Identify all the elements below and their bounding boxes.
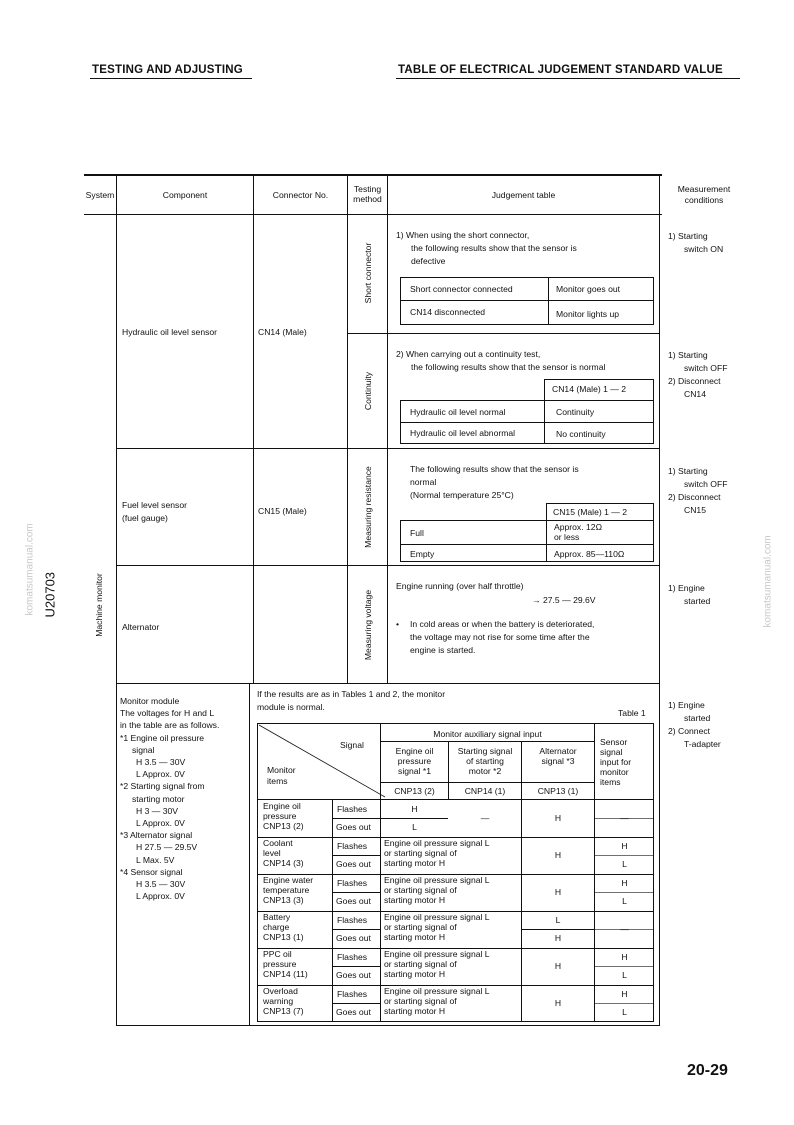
fuel-component1: Fuel level sensor [122, 500, 187, 510]
row-all: H [554, 933, 562, 943]
row-e3: starting motor H [384, 1006, 446, 1016]
t1-se1: Sensor [600, 737, 628, 747]
row-al: H [554, 961, 562, 971]
monitor-desc-line: H 3 — 30V [136, 805, 179, 816]
col-testing-method: Testing method [353, 184, 382, 204]
row-name3: CNP13 (3) [263, 895, 304, 905]
row-sl: L [622, 970, 627, 980]
t1-eng3: signal *1 [398, 766, 431, 776]
monitor-desc-line: L Max. 5V [136, 854, 175, 865]
fuel-cond2: switch OFF [684, 479, 728, 489]
monitor-desc-line: Monitor module [120, 696, 180, 706]
monitor-desc-line: *4 Sensor signal [120, 866, 183, 877]
row-name2: charge [263, 922, 290, 932]
row-sl: L [622, 896, 627, 906]
row-e3: starting motor H [384, 932, 446, 942]
alt-component: Alternator [122, 622, 160, 632]
t1-st1: Starting signal [457, 746, 513, 756]
row-flashes: Flashes [337, 804, 368, 814]
fuel-line1: The following results show that the sensor is [410, 464, 579, 474]
row-flashes: Flashes [337, 878, 368, 888]
row-e1: Engine oil pressure signal L [384, 838, 490, 848]
col-measurement: Measurement conditions [677, 184, 731, 205]
fuel-r1a: Full [410, 528, 424, 538]
row-name2: warning [263, 996, 294, 1006]
row-sh: H [621, 841, 628, 851]
fuel-cond3: 2) Disconnect [668, 492, 721, 502]
table1-diagonal [257, 723, 397, 799]
mon-cond4: T-adapter [684, 739, 721, 749]
fuel-cond1: 1) Starting [668, 466, 708, 476]
col-connector: Connector No. [272, 190, 329, 200]
side-code: U20703 [42, 571, 58, 618]
cont-cond1: 1) Starting [668, 350, 708, 360]
t1-se4: monitor [600, 767, 629, 777]
alt-note1: In cold areas or when the battery is deteriorated, [410, 619, 595, 629]
fuel-r2b: Approx. 85—110Ω [554, 549, 625, 559]
watermark-left: komatsumanual.com [24, 523, 36, 616]
row-sh: — [620, 924, 629, 934]
row-goesout: Goes out [336, 822, 371, 832]
row-name2: pressure [263, 959, 297, 969]
col-component: Component [162, 190, 208, 200]
row-eh: H [411, 804, 418, 814]
page-number: 20-29 [687, 1062, 728, 1079]
short-r2a: CN14 disconnected [410, 307, 486, 317]
row-al: H [554, 813, 562, 823]
row-mid-line [333, 966, 380, 967]
row-goesout: Goes out [336, 859, 371, 869]
cont-line2: the following results show that the sensor is normal [411, 362, 606, 372]
table1-label: Table 1 [618, 708, 646, 718]
t1-al2: signal *3 [541, 756, 575, 766]
alt-bullet: • [396, 619, 400, 629]
monitor-desc-line: L Approx. 0V [136, 891, 185, 902]
fuel-connector: CN15 (Male) [258, 506, 307, 516]
fuel-component2: (fuel gauge) [122, 513, 168, 523]
row-al: H [554, 887, 562, 897]
row-name2: temperature [263, 885, 310, 895]
row-e2: or starting signal of [384, 996, 457, 1006]
monitor-desc-line: The voltages for H and L [120, 708, 215, 719]
t1-cn-eng: CNP13 (2) [394, 786, 435, 796]
monitor-desc-line: *1 Engine oil pressure [120, 732, 205, 743]
monitor-desc-line: *2 Starting signal from [120, 781, 205, 792]
row-flashes: Flashes [337, 952, 368, 962]
monitor-desc-line: H 27.5 — 29.5V [136, 842, 198, 853]
short-r1b: Monitor goes out [556, 284, 621, 294]
row-mid-line [333, 892, 380, 893]
row-name1: Engine oil [263, 801, 301, 811]
t1-eng2: pressure [397, 756, 432, 766]
row-sh: H [621, 952, 628, 962]
row-name3: CNP14 (3) [263, 858, 304, 868]
system-label: Machine monitor [94, 573, 104, 637]
t1-signal: Signal [340, 740, 364, 750]
t1-se5: items [600, 777, 621, 787]
t1-items2: items [267, 776, 288, 786]
row-e2: or starting signal of [384, 959, 457, 969]
row-e1: Engine oil pressure signal L [384, 875, 490, 885]
row-name3: CNP13 (1) [263, 932, 304, 942]
row-st: — [480, 813, 490, 823]
cont-r2b: No continuity [556, 429, 606, 439]
t1-st3: motor *2 [468, 766, 502, 776]
header-underline-left [90, 78, 252, 79]
cont-cond3: 2) Disconnect [668, 376, 721, 386]
row-e1: Engine oil pressure signal L [384, 912, 490, 922]
fuel-cond4: CN15 [684, 505, 706, 515]
short-line3: defective [411, 256, 446, 266]
t1-st2: of starting [466, 756, 504, 766]
row-name3: CNP13 (2) [263, 821, 304, 831]
row-al-mid [522, 929, 594, 930]
method-resistance: Measuring resistance [363, 466, 373, 548]
row-flashes: Flashes [337, 841, 368, 851]
short-r2b: Monitor lights up [556, 309, 620, 319]
short-line2: the following results show that the sensor is [411, 243, 577, 253]
row-eng-mid [381, 818, 448, 819]
monitor-desc-line: signal [132, 744, 155, 755]
row-e3: starting motor H [384, 858, 446, 868]
row-name3: CNP14 (11) [263, 969, 308, 979]
monitor-desc-line: in the table are as follows. [120, 720, 220, 731]
row-name1: Battery [263, 912, 291, 922]
t1-se2: signal [600, 747, 623, 757]
row-mid-line-sensor [594, 966, 654, 967]
row-sl: L [622, 859, 627, 869]
row-e3: starting motor H [384, 969, 446, 979]
row-mid-line [333, 855, 380, 856]
cont-cond4: CN14 [684, 389, 706, 399]
short-r1a: Short connector connected [410, 284, 513, 294]
monitor-desc-line: H 3.5 — 30V [136, 879, 186, 889]
row-mid-line [333, 1003, 380, 1004]
row-mid-line-sensor [594, 892, 654, 893]
row-name1: Overload [263, 986, 298, 996]
row-goesout: Goes out [336, 970, 371, 980]
header-underline-right [396, 78, 740, 79]
t1-se3: input for [600, 757, 632, 767]
row-name1: Coolant [263, 838, 293, 848]
row-sl: L [622, 1007, 627, 1017]
alt-cond2: started [684, 596, 711, 606]
mon-cond3: 2) Connect [668, 726, 711, 736]
row-el: L [412, 822, 417, 832]
cont-r1a: Hydraulic oil level normal [410, 407, 506, 417]
alt-line2: → 27.5 — 29.6V [532, 595, 596, 605]
method-short: Short connector [363, 242, 373, 304]
row-mid-line-sensor [594, 1003, 654, 1004]
monitor-intro1: If the results are as in Tables 1 and 2, the monitor [257, 689, 446, 699]
row-name3: CNP13 (7) [263, 1006, 304, 1016]
row-e1: Engine oil pressure signal L [384, 949, 490, 959]
mon-cond1: 1) Engine [668, 700, 705, 710]
cont-r1b: Continuity [556, 407, 595, 417]
row-flashes: Flashes [337, 915, 368, 925]
short-line1: 1) When using the short connector, [396, 230, 530, 240]
cont-head: CN14 (Male) 1 — 2 [552, 384, 627, 394]
t1-al1: Alternator [539, 746, 577, 756]
method-voltage: Measuring voltage [363, 589, 373, 661]
alt-cond1: 1) Engine [668, 583, 705, 593]
header-right: TABLE OF ELECTRICAL JUDGEMENT STANDARD VALUE [398, 64, 723, 76]
watermark-right: komatsumanual.com [762, 535, 774, 628]
row-goesout: Goes out [336, 933, 371, 943]
monitor-desc-line: H 3.5 — 30V [136, 757, 186, 767]
fuel-r1b2: or less [554, 532, 580, 542]
row-sh: H [621, 878, 628, 888]
short-cond2: switch ON [684, 244, 724, 254]
row-goesout: Goes out [336, 1007, 371, 1017]
method-continuity: Continuity [363, 371, 373, 411]
t1-cn-al: CNP13 (1) [537, 786, 579, 796]
row-mid-line [333, 929, 380, 930]
monitor-desc-line: L Approx. 0V [136, 818, 185, 828]
row-e2: or starting signal of [384, 885, 457, 895]
monitor-intro2: module is normal. [257, 702, 325, 712]
row-goesout: Goes out [336, 896, 371, 906]
hydraulic-connector: CN14 (Male) [258, 327, 307, 337]
col-line-al [521, 800, 522, 1022]
cont-line1: 2) When carrying out a continuity test, [396, 349, 541, 359]
fuel-head: CN15 (Male) 1 — 2 [553, 507, 628, 517]
alt-note2: the voltage may not rise for some time after the [410, 632, 590, 642]
fuel-r1b1: Approx. 12Ω [554, 522, 602, 532]
monitor-desc-line: starting motor [132, 793, 185, 804]
row-e3: starting motor H [384, 895, 446, 905]
monitor-desc-line: L Approx. 0V [136, 769, 185, 780]
t1-aux: Monitor auxiliary signal input [433, 729, 542, 739]
row-name1: PPC oil [263, 949, 292, 959]
row-name2: level [263, 848, 281, 858]
alt-note3: engine is started. [410, 645, 476, 655]
alt-line1: Engine running (over half throttle) [396, 581, 524, 591]
row-e2: or starting signal of [384, 848, 457, 858]
fuel-line2: normal [410, 477, 437, 487]
row-e2: or starting signal of [384, 922, 457, 932]
fuel-line3: (Normal temperature 25°C) [410, 490, 514, 500]
monitor-desc-line: *3 Alternator signal [120, 830, 193, 841]
t1-cn-st: CNP14 (1) [464, 786, 506, 796]
t1-items1: Monitor [267, 765, 296, 775]
hydraulic-component: Hydraulic oil level sensor [122, 327, 218, 337]
row-mid-line [333, 818, 380, 819]
cont-cond2: switch OFF [684, 363, 728, 373]
fuel-r2a: Empty [410, 549, 435, 559]
row-al: H [554, 998, 562, 1008]
row-e1: Engine oil pressure signal L [384, 986, 490, 996]
header-left: TESTING AND ADJUSTING [92, 64, 243, 76]
col-judgement: Judgement table [491, 190, 556, 200]
cont-r2a: Hydraulic oil level abnormal [410, 428, 516, 438]
row-al: H [554, 850, 562, 860]
col-system: System [85, 190, 115, 200]
row-name2: pressure [263, 811, 297, 821]
row-sh: H [621, 989, 628, 999]
row-sh: — [620, 813, 629, 823]
t1-eng1: Engine oil [395, 746, 434, 756]
short-cond1: 1) Starting [668, 231, 708, 241]
row-name1: Engine water [263, 875, 314, 885]
row-alh: L [555, 915, 561, 925]
row-mid-line-sensor [594, 855, 654, 856]
mon-cond2: started [684, 713, 711, 723]
row-flashes: Flashes [337, 989, 368, 999]
